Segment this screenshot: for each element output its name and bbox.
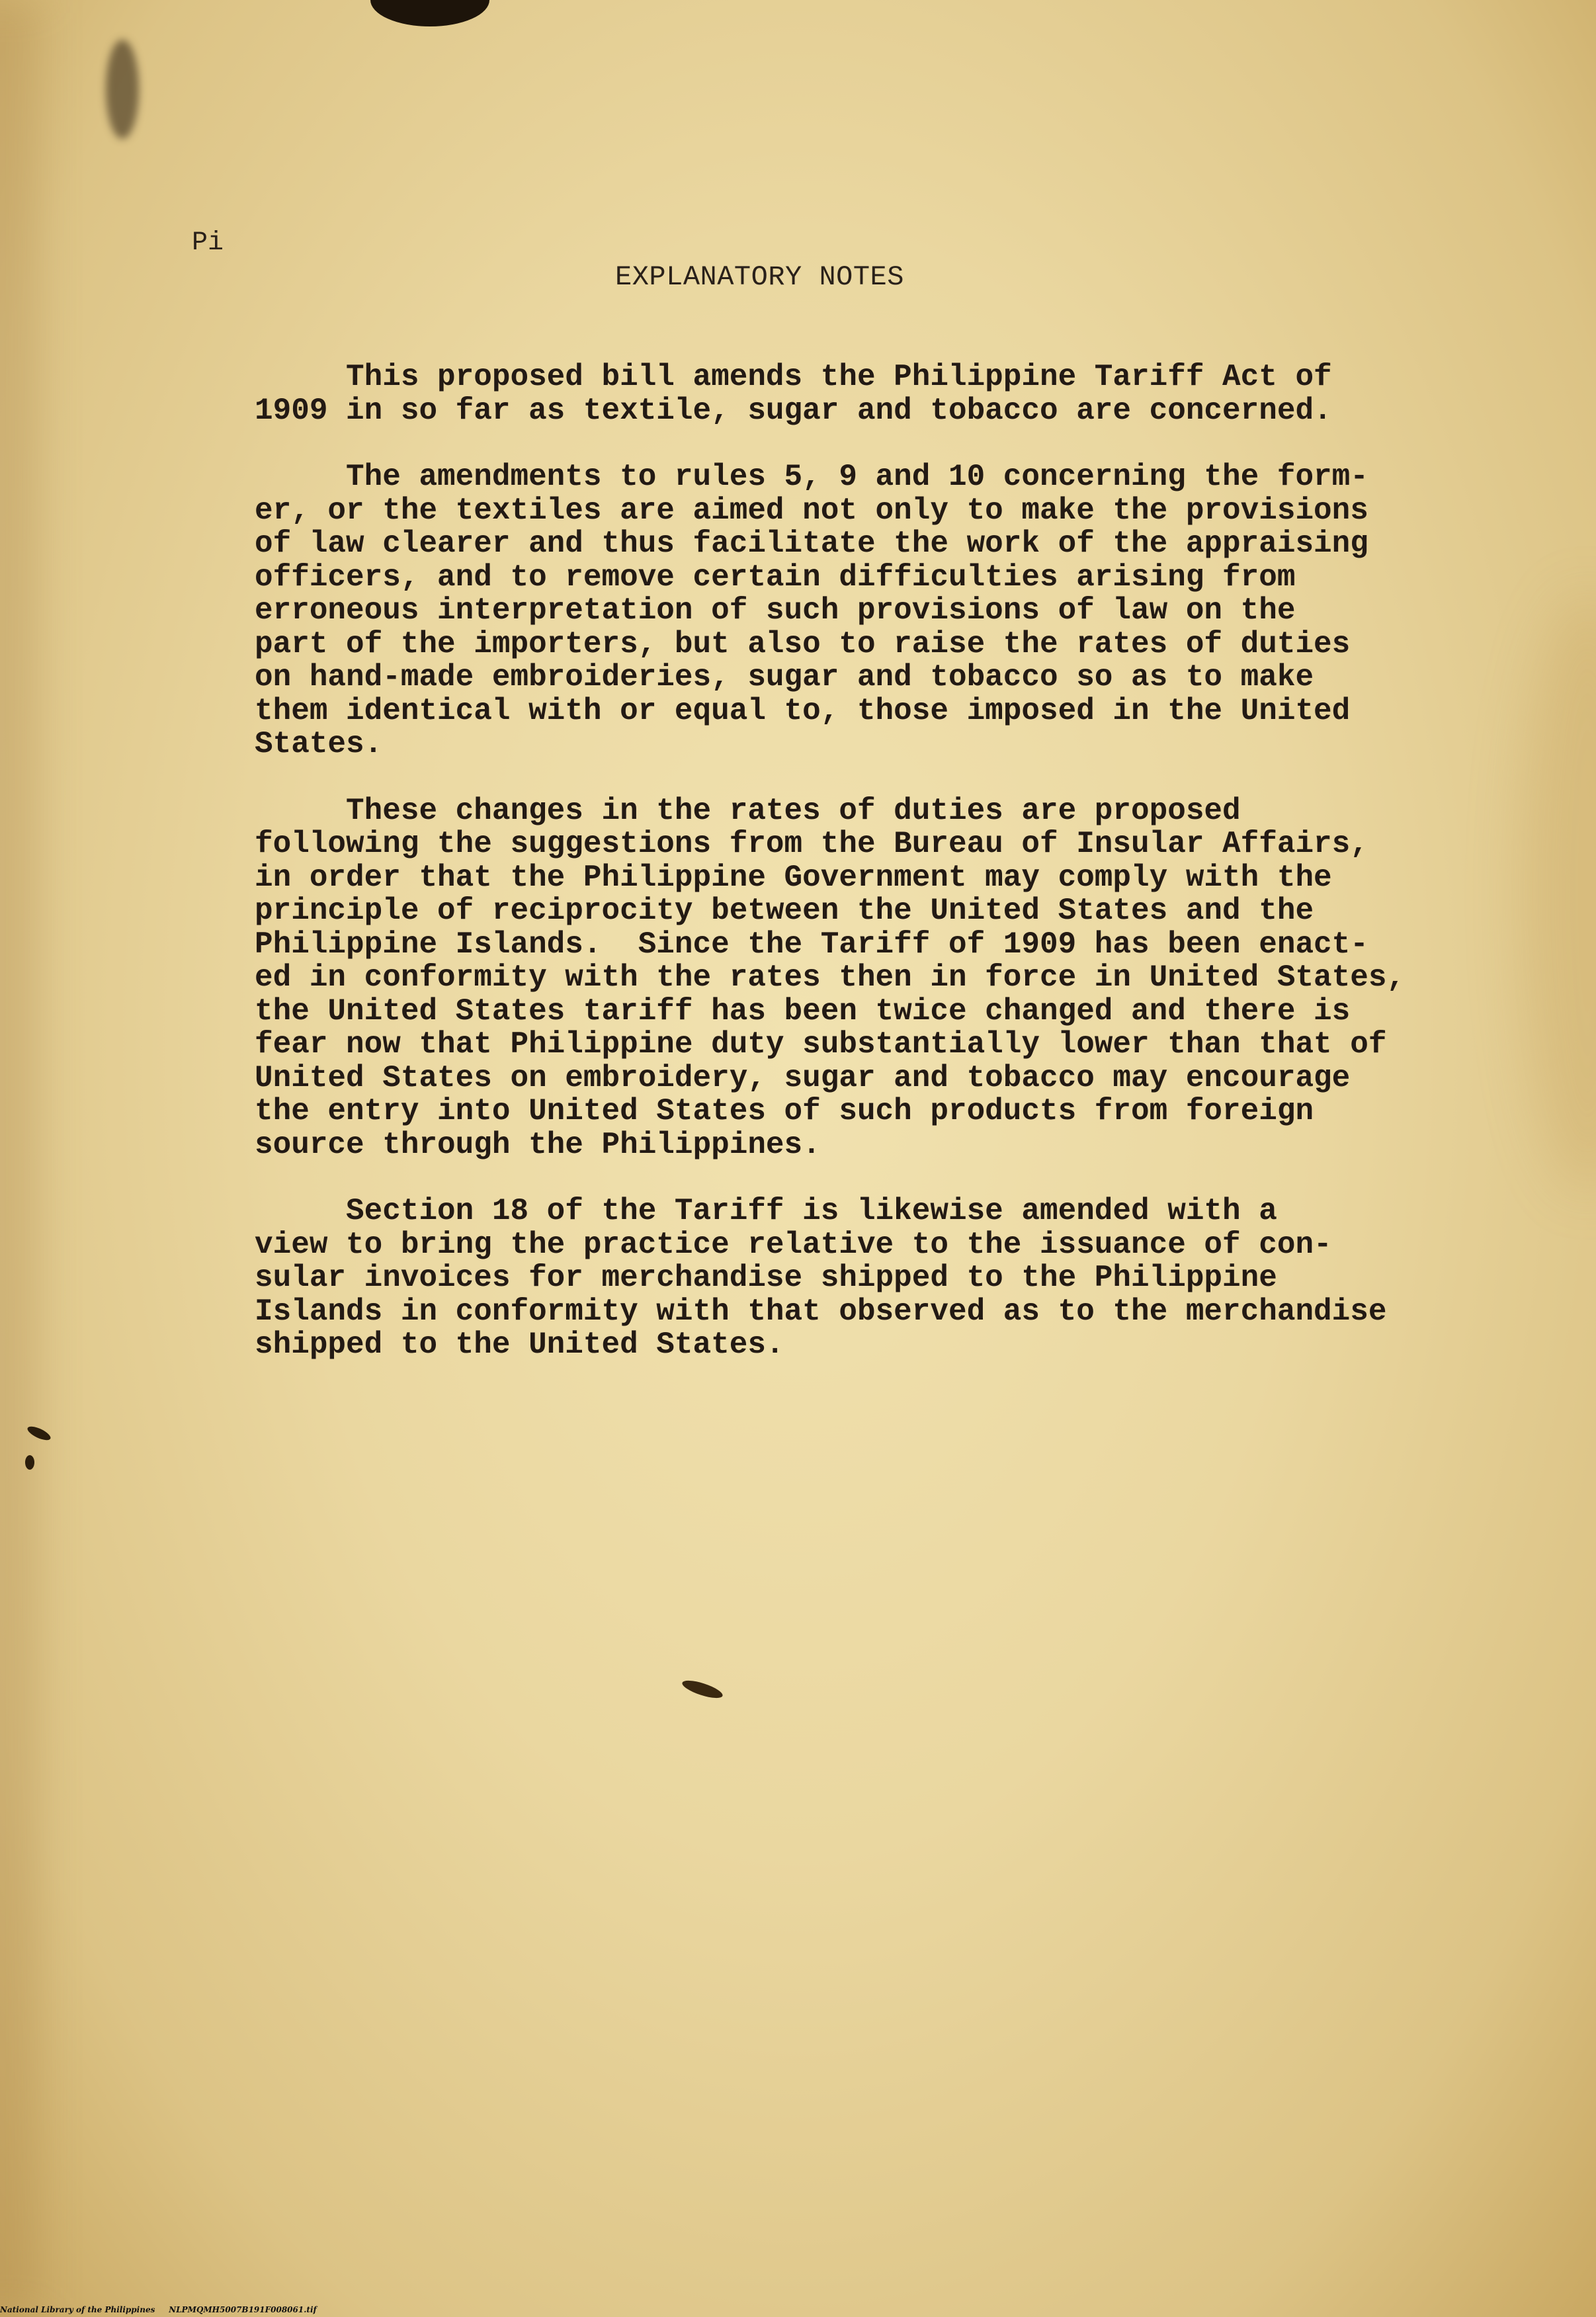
paper-discoloration [1521,595,1596,1191]
text-line: them identical with or equal to, those imposed in the United [255,693,1351,728]
text-line: in order that the Philippine Government may comply with the [255,860,1332,895]
text-line: the United States tariff has been twice changed and there is [255,993,1351,1029]
ink-mark-lower [681,1677,724,1702]
document-body [255,360,1531,1395]
ink-smudge-left [106,40,139,139]
paragraph-3 [255,794,1531,1162]
page-title: EXPLANATORY NOTES [615,261,904,293]
text-line: officers, and to remove certain difficulties arising from [255,560,1296,595]
text-line: These changes in the rates of duties are proposed [255,793,1241,828]
text-line: of law clearer and thus facilitate the work of the appraising [255,527,1368,561]
text-line: erroneous interpretation of such provisions of law on the [255,593,1296,628]
text-line: Philippine Islands. Since the Tariff of 1909 has been enact- [255,927,1368,962]
archive-footer: National Library of the Philippines NLPMQMH5007B191F008061.tif [0,2305,317,2314]
text-line: shipped to the United States. [255,1327,784,1362]
text-line: This proposed bill amends the Philippine Tariff Act of [255,360,1332,394]
text-line: States. [255,727,383,761]
text-line: 1909 in so far as textile, sugar and tobacco are concerned. [255,393,1332,428]
text-line: ed in conformity with the rates then in force in United States, [255,960,1406,995]
page-reference: Pi [192,228,224,258]
paragraph-2 [255,460,1531,761]
text-line: following the suggestions from the Bureau of Insular Affairs, [255,827,1368,861]
text-line: sular invoices for merchandise shipped to the Philippine [255,1261,1277,1295]
text-line: The amendments to rules 5, 9 and 10 concerning the form- [255,460,1368,494]
paper-edge-shadow [0,0,40,2317]
paragraph-1 [255,360,1531,427]
ink-blot-top [370,0,489,26]
ink-mark-margin-2 [25,1455,34,1470]
paragraph-4 [255,1195,1531,1362]
text-line: Section 18 of the Tariff is likewise amended with a [255,1194,1277,1228]
text-line: the entry into United States of such products from foreign [255,1094,1314,1128]
text-line: on hand-made embroideries, sugar and tobacco so as to make [255,660,1314,695]
text-line: view to bring the practice relative to the issuance of con- [255,1227,1332,1262]
text-line: fear now that Philippine duty substantially lower than that of [255,1027,1387,1062]
text-line: source through the Philippines. [255,1127,821,1162]
text-line: part of the importers, but also to raise the rates of duties [255,626,1351,661]
text-line: Islands in conformity with that observed as to the merchandise [255,1294,1387,1329]
text-line: United States on embroidery, sugar and tobacco may encourage [255,1060,1351,1095]
ink-mark-margin [26,1424,52,1443]
text-line: er, or the textiles are aimed not only to make the provisions [255,493,1368,528]
text-line: principle of reciprocity between the United States and the [255,894,1314,928]
